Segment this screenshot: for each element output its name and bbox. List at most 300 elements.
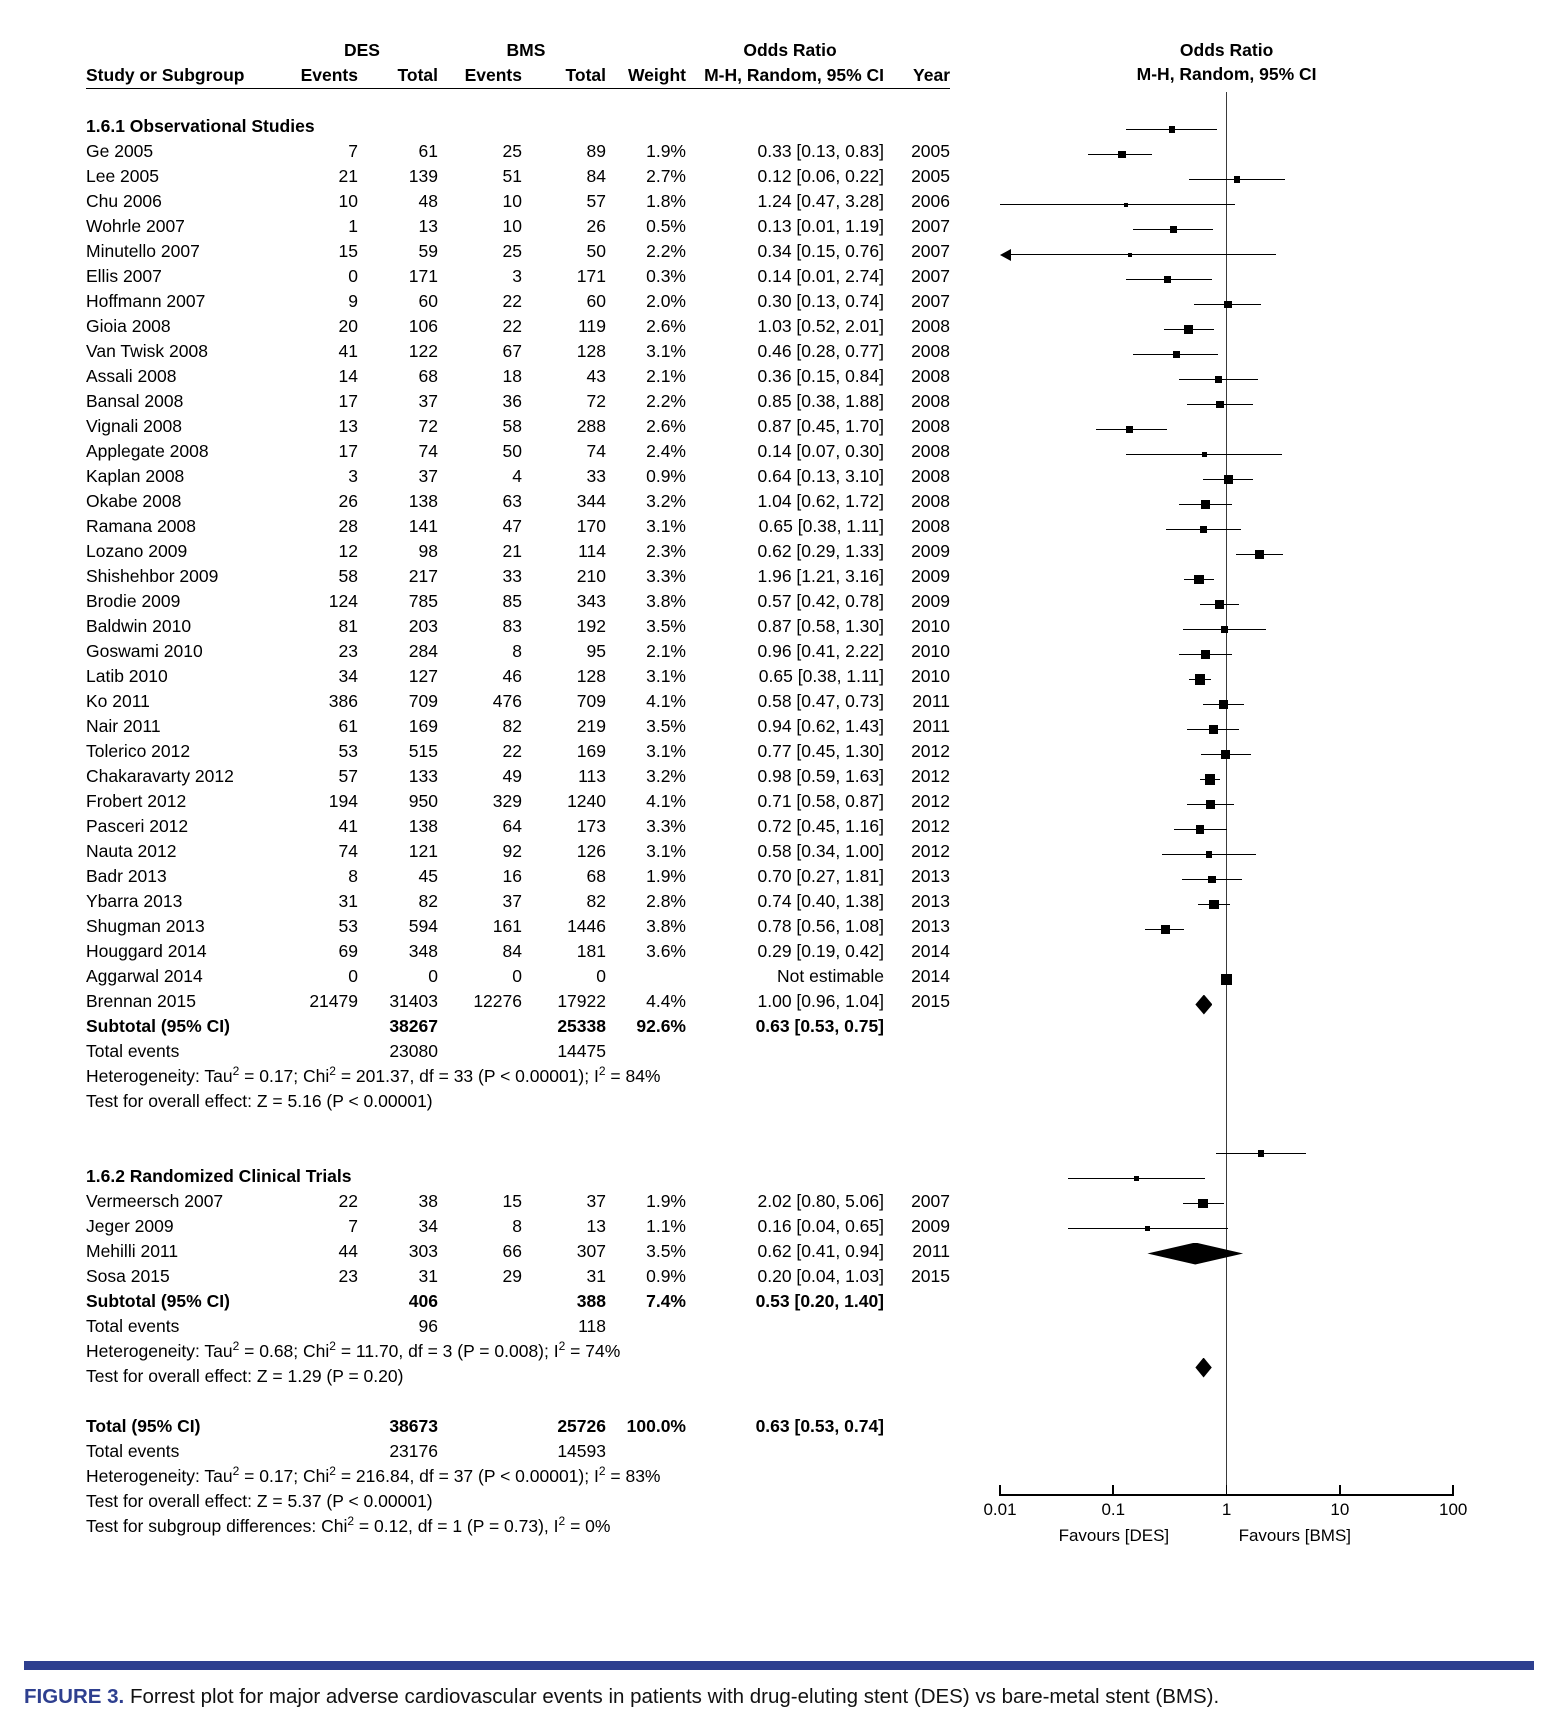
table-row bbox=[86, 689, 950, 714]
te-b2 bbox=[446, 1314, 530, 1339]
rule-line bbox=[86, 89, 950, 115]
study-label: Kaplan 2008 bbox=[86, 466, 185, 486]
weight: 2.0% bbox=[646, 291, 686, 311]
events-bms: 84 bbox=[502, 941, 522, 961]
ci-line bbox=[1182, 879, 1243, 881]
table-row bbox=[86, 514, 950, 539]
total-bms: 33 bbox=[586, 466, 606, 486]
weight: 3.5% bbox=[646, 616, 686, 636]
study-label: Bansal 2008 bbox=[86, 391, 184, 411]
table-row bbox=[86, 189, 950, 214]
total-bms: 0 bbox=[596, 966, 606, 986]
total-bms: 181 bbox=[576, 941, 606, 961]
total-des: 13 bbox=[418, 216, 438, 236]
table-row bbox=[86, 264, 950, 289]
weight: 2.8% bbox=[646, 891, 686, 911]
events-bms: 8 bbox=[512, 641, 522, 661]
subtotal-odds-ratio: 0.63 [0.53, 0.75] bbox=[755, 1016, 884, 1036]
ci-line bbox=[1200, 604, 1240, 606]
effect-marker bbox=[1219, 700, 1228, 709]
grand-heterogeneity bbox=[86, 1464, 950, 1489]
grand-total-odds-ratio: 0.63 [0.53, 0.74] bbox=[755, 1416, 884, 1436]
gte-b3 bbox=[614, 1439, 696, 1464]
subgroup-heading-1.6.1-text: 1.6.1 Observational Studies bbox=[86, 116, 315, 136]
year: 2015 bbox=[911, 1266, 950, 1286]
odds-ratio-ci: 0.98 [0.59, 1.63] bbox=[757, 766, 884, 786]
ci-line bbox=[1179, 379, 1258, 381]
events-bms: 33 bbox=[502, 566, 522, 586]
events-bms: 37 bbox=[502, 891, 522, 911]
events-des: 69 bbox=[338, 941, 358, 961]
odds-ratio-ci: 0.71 [0.58, 0.87] bbox=[757, 791, 884, 811]
table-row bbox=[86, 714, 950, 739]
year: 2006 bbox=[911, 191, 950, 211]
effect-marker bbox=[1145, 1226, 1149, 1230]
table-row bbox=[86, 314, 950, 339]
te-b1 bbox=[286, 1314, 366, 1339]
x-axis-tick bbox=[999, 1485, 1001, 1496]
year: 2011 bbox=[912, 691, 950, 711]
effect-marker bbox=[1202, 452, 1206, 456]
year: 2005 bbox=[911, 141, 950, 161]
subgroup-differences bbox=[86, 1514, 950, 1539]
effect-marker bbox=[1173, 351, 1180, 358]
x-axis-tick bbox=[1226, 1485, 1228, 1496]
ci-line bbox=[1126, 129, 1217, 131]
subtotal-blank1 bbox=[286, 1014, 366, 1039]
ci-line bbox=[1201, 754, 1251, 756]
table-row bbox=[86, 664, 950, 689]
ci-line bbox=[1216, 1153, 1307, 1155]
effect-marker bbox=[1224, 301, 1232, 309]
effect-marker bbox=[1201, 500, 1209, 508]
heterogeneity-1.6.2 bbox=[86, 1339, 950, 1364]
total-bms: 192 bbox=[576, 616, 606, 636]
year: 2009 bbox=[911, 591, 950, 611]
year: 2007 bbox=[911, 241, 950, 261]
total-bms: 119 bbox=[578, 316, 606, 336]
table-row bbox=[86, 414, 950, 439]
odds-ratio-ci: Not estimable bbox=[777, 966, 884, 986]
subtotal-total-des: 38267 bbox=[389, 1016, 438, 1036]
total-des: 59 bbox=[418, 241, 438, 261]
total-des: 34 bbox=[418, 1216, 438, 1236]
events-des: 0 bbox=[348, 966, 358, 986]
caption-divider bbox=[24, 1661, 1534, 1670]
weight: 3.1% bbox=[646, 841, 686, 861]
study-label: Minutello 2007 bbox=[86, 241, 200, 261]
total-des: 217 bbox=[408, 566, 438, 586]
table-row bbox=[86, 639, 950, 664]
events-des: 1 bbox=[348, 216, 358, 236]
events-bms: 36 bbox=[502, 391, 522, 411]
year: 2010 bbox=[911, 641, 950, 661]
events-bms: 49 bbox=[502, 766, 522, 786]
events-bms: 25 bbox=[502, 141, 522, 161]
effect-marker bbox=[1206, 800, 1215, 809]
table-row bbox=[86, 214, 950, 239]
total-bms: 72 bbox=[586, 391, 606, 411]
total-des: 74 bbox=[418, 441, 438, 461]
events-bms: 92 bbox=[502, 841, 522, 861]
study-label: Ybarra 2013 bbox=[86, 891, 183, 911]
ci-line bbox=[1068, 1228, 1228, 1230]
grand-total-row bbox=[86, 1414, 950, 1439]
total-bms: 13 bbox=[586, 1216, 606, 1236]
events-des: 12 bbox=[338, 541, 358, 561]
effect-marker bbox=[1208, 876, 1216, 884]
weight: 1.8% bbox=[646, 191, 686, 211]
effect-marker bbox=[1224, 475, 1233, 484]
study-label: Lozano 2009 bbox=[86, 541, 188, 561]
study-label: Badr 2013 bbox=[86, 866, 167, 886]
table-row bbox=[86, 339, 950, 364]
x-axis-tick-label: 1 bbox=[1221, 1500, 1232, 1519]
header-or-method: M-H, Random, 95% CI bbox=[704, 65, 884, 85]
subtotal-row bbox=[86, 1289, 950, 1314]
effect-marker bbox=[1195, 674, 1205, 684]
events-des: 44 bbox=[338, 1241, 358, 1261]
total-bms: 128 bbox=[576, 666, 606, 686]
effect-marker bbox=[1161, 925, 1170, 934]
heterogeneity-1.6.2-text: Heterogeneity: Tau$^2$ = 0.68; Chi$^2$ = 11.70, df = 3 (P = 0.008); $I^2 = 74\%$ bbox=[86, 1339, 621, 1361]
study-label: Brodie 2009 bbox=[86, 591, 181, 611]
odds-ratio-ci: 1.04 [0.62, 1.72] bbox=[757, 491, 884, 511]
total-bms: 113 bbox=[578, 766, 606, 786]
total-events-row bbox=[86, 1039, 950, 1064]
events-des: 21479 bbox=[309, 991, 358, 1011]
odds-ratio-ci: 0.46 [0.28, 0.77] bbox=[757, 341, 884, 361]
weight: 4.1% bbox=[646, 791, 686, 811]
events-des: 21 bbox=[338, 166, 358, 186]
header-total-bms: Total bbox=[565, 65, 606, 85]
total-des: 594 bbox=[408, 916, 438, 936]
total-des: 61 bbox=[418, 141, 438, 161]
events-des: 22 bbox=[338, 1191, 358, 1211]
study-label: Applegate 2008 bbox=[86, 441, 209, 461]
study-label: Ko 2011 bbox=[86, 691, 150, 711]
events-bms: 0 bbox=[512, 966, 522, 986]
total-des: 45 bbox=[418, 866, 438, 886]
weight: 3.1% bbox=[646, 341, 686, 361]
x-axis-tick bbox=[1452, 1485, 1454, 1496]
effect-marker bbox=[1221, 626, 1228, 633]
summary-diamond bbox=[1195, 1358, 1211, 1378]
study-label: Chakaravarty 2012 bbox=[86, 766, 234, 786]
ci-line bbox=[1183, 629, 1266, 631]
weight: 3.6% bbox=[646, 941, 686, 961]
weight: 2.7% bbox=[646, 166, 686, 186]
year: 2013 bbox=[911, 866, 950, 886]
year: 2011 bbox=[912, 716, 950, 736]
odds-ratio-ci: 0.62 [0.29, 1.33] bbox=[757, 541, 884, 561]
events-des: 28 bbox=[338, 516, 358, 536]
effect-marker bbox=[1205, 774, 1215, 784]
header-events-bms: Events bbox=[464, 65, 522, 85]
study-label: Sosa 2015 bbox=[86, 1266, 170, 1286]
events-bms: 67 bbox=[502, 341, 522, 361]
effect-marker bbox=[1194, 575, 1204, 585]
effect-marker bbox=[1118, 151, 1126, 159]
total-bms: 210 bbox=[576, 566, 606, 586]
table-row bbox=[86, 164, 950, 189]
subtotal-total-bms: 25338 bbox=[557, 1016, 606, 1036]
total-des: 203 bbox=[408, 616, 438, 636]
events-bms: 10 bbox=[502, 191, 522, 211]
table-row bbox=[86, 289, 950, 314]
table-row bbox=[86, 439, 950, 464]
year: 2008 bbox=[911, 366, 950, 386]
events-des: 23 bbox=[338, 1266, 358, 1286]
total-des: 303 bbox=[408, 1241, 438, 1261]
total-des: 284 bbox=[408, 641, 438, 661]
total-bms: 74 bbox=[586, 441, 606, 461]
events-des: 9 bbox=[348, 291, 358, 311]
events-des: 15 bbox=[338, 241, 358, 261]
header-total-des: Total bbox=[397, 65, 438, 85]
total-events-row bbox=[86, 1314, 950, 1339]
table-row bbox=[86, 789, 950, 814]
ci-line bbox=[1198, 904, 1230, 906]
x-axis-tick bbox=[1112, 1485, 1114, 1496]
events-bms: 22 bbox=[502, 291, 522, 311]
total-events-label: Total events bbox=[86, 1041, 180, 1061]
events-bms: 161 bbox=[492, 916, 522, 936]
weight: 3.1% bbox=[646, 741, 686, 761]
odds-ratio-ci: 0.33 [0.13, 0.83] bbox=[757, 141, 884, 161]
gte-b5 bbox=[894, 1439, 950, 1464]
events-bms: 3 bbox=[512, 266, 522, 286]
total-bms: 68 bbox=[586, 866, 606, 886]
grand-heterogeneity-text: Heterogeneity: Tau$^2$ = 0.17; Chi$^2$ = 216.84, df = 37 (P < 0.00001); $I^2 = 83\%$ bbox=[86, 1464, 661, 1486]
overall-effect-1.6.1-text: Test for overall effect: Z = 5.16 (P < 0.00001) bbox=[86, 1091, 433, 1111]
figure-caption-text: Forrest plot for major adverse cardiovascular events in patients with drug-eluting stent (DES) vs bare-metal stent (BMS). bbox=[124, 1685, 1220, 1708]
te-b5 bbox=[894, 1314, 950, 1339]
total-bms: 169 bbox=[576, 741, 606, 761]
table-row bbox=[86, 864, 950, 889]
effect-marker bbox=[1215, 376, 1222, 383]
study-label: Nair 2011 bbox=[86, 716, 161, 736]
total-events-bms: 118 bbox=[578, 1316, 606, 1336]
total-des: 348 bbox=[408, 941, 438, 961]
ci-line bbox=[1236, 554, 1283, 556]
forest-table bbox=[86, 38, 950, 1539]
weight: 1.1% bbox=[646, 1216, 686, 1236]
total-des: 48 bbox=[418, 191, 438, 211]
study-label: Ellis 2007 bbox=[86, 266, 162, 286]
grand-total-bms: 25726 bbox=[557, 1416, 606, 1436]
effect-marker bbox=[1170, 226, 1177, 233]
effect-marker bbox=[1221, 974, 1232, 985]
study-label: Gioia 2008 bbox=[86, 316, 171, 336]
table-row bbox=[86, 989, 950, 1014]
events-bms: 29 bbox=[502, 1266, 522, 1286]
favours-left-label: Favours [DES] bbox=[1058, 1526, 1170, 1545]
subtotal-total-des: 406 bbox=[408, 1291, 438, 1311]
subtotal-weight: 7.4% bbox=[646, 1291, 686, 1311]
study-label: Shishehbor 2009 bbox=[86, 566, 219, 586]
weight: 3.3% bbox=[646, 566, 686, 586]
null-effect-line bbox=[1226, 92, 1228, 1494]
ci-line bbox=[1183, 1203, 1224, 1205]
total-des: 785 bbox=[408, 591, 438, 611]
weight: 3.5% bbox=[646, 1241, 686, 1261]
total-des: 106 bbox=[408, 316, 438, 336]
weight: 2.6% bbox=[646, 416, 686, 436]
row-gap2 bbox=[86, 1139, 950, 1164]
study-label: Tolerico 2012 bbox=[86, 741, 191, 761]
x-axis bbox=[1000, 1494, 1453, 1496]
events-des: 53 bbox=[338, 741, 358, 761]
year: 2009 bbox=[911, 1216, 950, 1236]
table-row bbox=[86, 1189, 950, 1214]
te-b3 bbox=[614, 1314, 696, 1339]
study-label: Chu 2006 bbox=[86, 191, 162, 211]
odds-ratio-ci: 0.14 [0.01, 2.74] bbox=[757, 266, 884, 286]
year: 2005 bbox=[911, 166, 950, 186]
year: 2012 bbox=[911, 791, 950, 811]
events-bms: 16 bbox=[502, 866, 522, 886]
odds-ratio-ci: 1.24 [0.47, 3.28] bbox=[757, 191, 884, 211]
events-bms: 83 bbox=[502, 616, 522, 636]
total-bms: 31 bbox=[586, 1266, 606, 1286]
odds-ratio-ci: 0.36 [0.15, 0.84] bbox=[757, 366, 884, 386]
weight: 0.9% bbox=[646, 466, 686, 486]
table-row bbox=[86, 1214, 950, 1239]
header-blank3 bbox=[894, 38, 950, 63]
total-bms: 126 bbox=[576, 841, 606, 861]
grand-total-events-bms: 14593 bbox=[557, 1441, 606, 1461]
table-row bbox=[86, 489, 950, 514]
total-bms: 89 bbox=[586, 141, 606, 161]
study-label: Ge 2005 bbox=[86, 141, 154, 161]
study-label: Aggarwal 2014 bbox=[86, 966, 203, 986]
total-bms: 43 bbox=[586, 366, 606, 386]
year: 2014 bbox=[911, 941, 950, 961]
year: 2013 bbox=[911, 891, 950, 911]
te-b5 bbox=[894, 1039, 950, 1064]
odds-ratio-ci: 0.94 [0.62, 1.43] bbox=[757, 716, 884, 736]
odds-ratio-ci: 0.65 [0.38, 1.11] bbox=[758, 516, 884, 536]
te-b4 bbox=[696, 1314, 894, 1339]
events-bms: 47 bbox=[502, 516, 522, 536]
study-label: Van Twisk 2008 bbox=[86, 341, 208, 361]
total-bms: 82 bbox=[586, 891, 606, 911]
weight: 3.1% bbox=[646, 516, 686, 536]
total-events-des: 23080 bbox=[389, 1041, 438, 1061]
events-bms: 4 bbox=[512, 466, 522, 486]
events-des: 41 bbox=[338, 341, 358, 361]
odds-ratio-ci: 0.77 [0.45, 1.30] bbox=[757, 741, 884, 761]
weight: 3.5% bbox=[646, 716, 686, 736]
summary-diamond bbox=[1195, 995, 1212, 1015]
odds-ratio-ci: 0.20 [0.04, 1.03] bbox=[757, 1266, 884, 1286]
total-des: 171 bbox=[408, 266, 438, 286]
table-row bbox=[86, 939, 950, 964]
table-row bbox=[86, 389, 950, 414]
total-des: 98 bbox=[418, 541, 438, 561]
header-events-des: Events bbox=[300, 65, 358, 85]
events-bms: 66 bbox=[502, 1241, 522, 1261]
odds-ratio-ci: 0.72 [0.45, 1.16] bbox=[757, 816, 884, 836]
weight: 3.1% bbox=[646, 666, 686, 686]
weight bbox=[614, 964, 696, 989]
study-label: Jeger 2009 bbox=[86, 1216, 174, 1236]
study-label: Houggard 2014 bbox=[86, 941, 207, 961]
events-des: 34 bbox=[338, 666, 358, 686]
total-des: 122 bbox=[408, 341, 438, 361]
odds-ratio-ci: 0.12 [0.06, 0.22] bbox=[757, 166, 884, 186]
events-bms: 58 bbox=[502, 416, 522, 436]
events-bms: 21 bbox=[502, 541, 522, 561]
odds-ratio-ci: 0.64 [0.13, 3.10] bbox=[757, 466, 884, 486]
weight: 2.2% bbox=[646, 241, 686, 261]
ci-line bbox=[1166, 529, 1241, 531]
odds-ratio-ci: 0.65 [0.38, 1.11] bbox=[758, 666, 884, 686]
weight: 4.4% bbox=[646, 991, 686, 1011]
events-bms: 15 bbox=[502, 1191, 522, 1211]
events-des: 41 bbox=[338, 816, 358, 836]
weight: 2.3% bbox=[646, 541, 686, 561]
events-des: 13 bbox=[338, 416, 358, 436]
study-label: Vignali 2008 bbox=[86, 416, 183, 436]
total-des: 950 bbox=[408, 791, 438, 811]
weight: 3.2% bbox=[646, 766, 686, 786]
header-bms: BMS bbox=[506, 40, 546, 60]
header-des: DES bbox=[344, 40, 380, 60]
subtotal-weight: 92.6% bbox=[636, 1016, 686, 1036]
study-label: Brennan 2015 bbox=[86, 991, 196, 1011]
study-label: Wohrle 2007 bbox=[86, 216, 185, 236]
events-des: 194 bbox=[328, 791, 358, 811]
subtotal-label: Subtotal (95% CI) bbox=[86, 1291, 230, 1311]
weight: 2.4% bbox=[646, 441, 686, 461]
header-weight: Weight bbox=[627, 65, 686, 85]
events-des: 20 bbox=[338, 316, 358, 336]
odds-ratio-ci: 0.14 [0.07, 0.30] bbox=[757, 441, 884, 461]
x-axis-tick-label: 100 bbox=[1439, 1500, 1468, 1519]
events-bms: 50 bbox=[502, 441, 522, 461]
grand-total-events-label: Total events bbox=[86, 1441, 180, 1461]
events-bms: 25 bbox=[502, 241, 522, 261]
odds-ratio-ci: 0.34 [0.15, 0.76] bbox=[757, 241, 884, 261]
total-des: 515 bbox=[408, 741, 438, 761]
odds-ratio-ci: 0.87 [0.58, 1.30] bbox=[757, 616, 884, 636]
odds-ratio-ci: 2.02 [0.80, 5.06] bbox=[757, 1191, 884, 1211]
ci-line bbox=[1133, 229, 1213, 231]
ci-line bbox=[1000, 204, 1235, 206]
ci-line bbox=[1187, 404, 1252, 406]
total-bms: 173 bbox=[576, 816, 606, 836]
odds-ratio-ci: 0.87 [0.45, 1.70] bbox=[757, 416, 884, 436]
total-bms: 26 bbox=[586, 216, 606, 236]
effect-marker bbox=[1128, 253, 1132, 257]
grand-total-weight: 100.0% bbox=[626, 1416, 686, 1436]
year: 2008 bbox=[911, 416, 950, 436]
te-b4 bbox=[696, 1039, 894, 1064]
total-events-des: 96 bbox=[418, 1316, 438, 1336]
weight: 2.1% bbox=[646, 366, 686, 386]
grand-total-des: 38673 bbox=[389, 1416, 438, 1436]
events-des: 10 bbox=[338, 191, 358, 211]
weight: 3.3% bbox=[646, 816, 686, 836]
year: 2015 bbox=[911, 991, 950, 1011]
ci-line bbox=[1194, 304, 1261, 306]
total-des: 127 bbox=[408, 666, 438, 686]
odds-ratio-ci: 0.85 [0.38, 1.88] bbox=[757, 391, 884, 411]
study-label: Nauta 2012 bbox=[86, 841, 177, 861]
grand-overall-effect bbox=[86, 1489, 950, 1514]
